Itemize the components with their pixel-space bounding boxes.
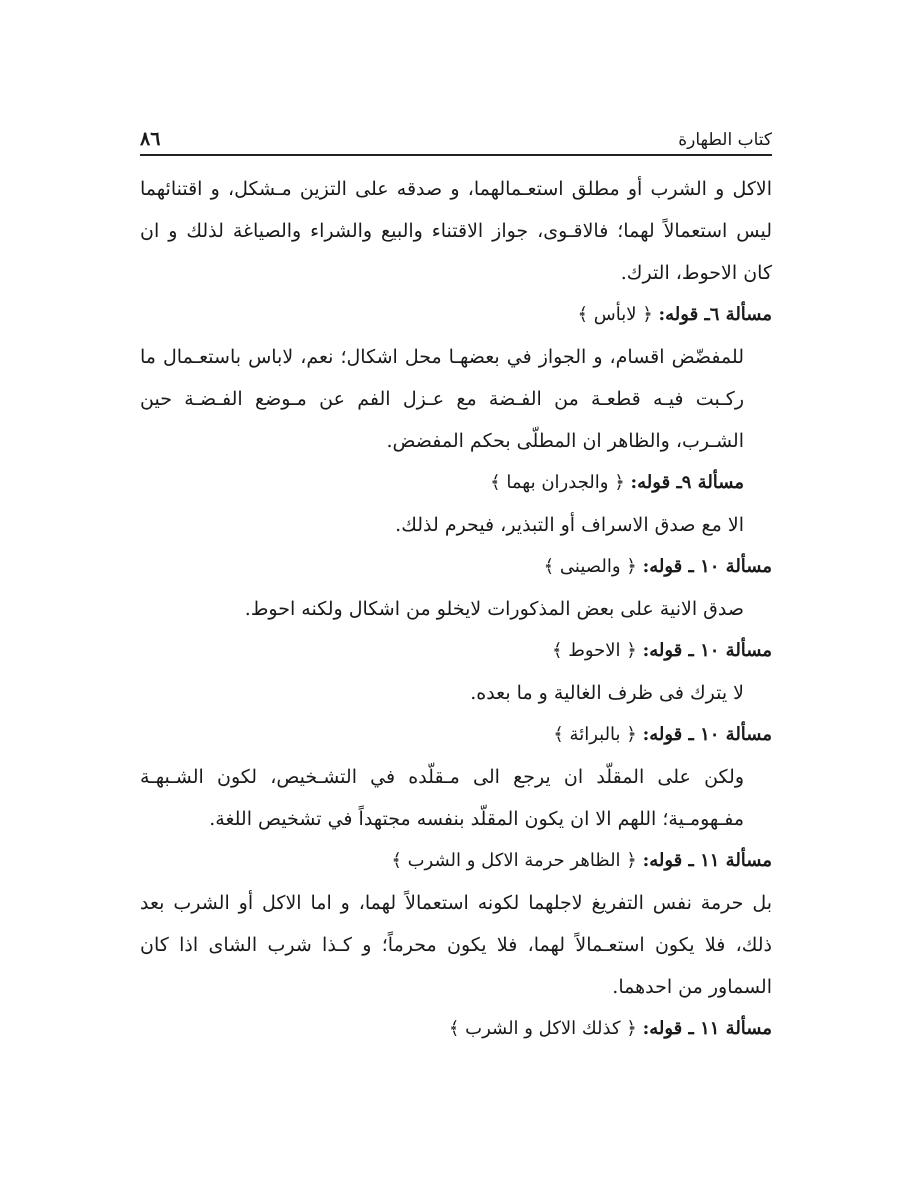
issue-quote: ﴿ كذلك الاكل و الشرب ﴾: [448, 1018, 637, 1039]
issue-quote: ﴿ والصينى ﴾: [543, 556, 637, 577]
issue-quote: ﴿ لابأس ﴾: [577, 304, 653, 325]
issue-label: مسألة ٦ـ قوله:: [658, 304, 772, 325]
page-number: ٨٦: [140, 128, 161, 150]
issue-heading-10b: [140, 630, 772, 672]
running-title: كتاب الطهارة: [678, 130, 772, 150]
issue-quote: ﴿ الاحوط ﴾: [551, 640, 637, 661]
page-body: [140, 168, 772, 1050]
issue-heading-6: [140, 294, 772, 336]
issue-quote: ﴿ الظاهر حرمة الاكل و الشرب ﴾: [391, 850, 637, 871]
issue-heading-11a: [140, 840, 772, 882]
paragraph-6: ولكن على المقلّد ان يرجع الى مـقلّده في التشـخيص، لكون الشـبهـة مفـهومـية؛ اللهم الا ان يكون المقلّد بنفسه مجتهداً في تشخيص اللغة.: [140, 766, 744, 830]
paragraph-1: الاكل و الشرب أو مطلق استعـمالهما، و صدقه على التزين مـشكل، و اقتنائهما ليس استعمالاً لهما؛ فالاقـوى، جواز الاقتناء والبيع والشراء والصياغة لذلك و ان كان الاحوط، الترك.: [140, 178, 772, 284]
paragraph-2: للمفضّض اقسام، و الجواز في بعضهـا محل اشكال؛ نعم، لاباس باستعـمال ما ركـبت فيـه قطعـة من الفـضة مع عـزل الفم عن مـوضع الفـضـة حين الشـرب، والظاهر ان المطلّى بحكم المفضض.: [140, 346, 744, 452]
issue-label: مسألة ١١ ـ قوله:: [642, 850, 772, 871]
issue-label: مسألة ١٠ ـ قوله:: [642, 724, 772, 745]
issue-quote: ﴿ والجدران بهما ﴾: [490, 472, 625, 493]
paragraph-3: الا مع صدق الاسراف أو التبذير، فيحرم لذلك.: [395, 514, 744, 536]
paragraph-4: صدق الانية على بعض المذكورات لايخلو من اشكال ولكنه احوط.: [244, 598, 744, 620]
issue-quote: ﴿ بالبرائة ﴾: [553, 724, 637, 745]
issue-heading-9: [140, 462, 772, 504]
paragraph-5: لا يترك فى ظرف الغالية و ما بعده.: [470, 682, 744, 704]
issue-heading-10c: [140, 714, 772, 756]
issue-label: مسألة ١٠ ـ قوله:: [642, 556, 772, 577]
issue-label: مسألة ١١ ـ قوله:: [642, 1018, 772, 1039]
issue-heading-10a: [140, 546, 772, 588]
page-header: [140, 118, 772, 156]
issue-label: مسألة ٩ـ قوله:: [630, 472, 744, 493]
issue-heading-11b: [140, 1008, 772, 1050]
issue-label: مسألة ١٠ ـ قوله:: [642, 640, 772, 661]
paragraph-7: بل حرمة نفس التفريغ لاجلهما لكونه استعمالاً لهما، و اما الاكل أو الشرب بعد ذلك، فلا يكون استعـمالاً لهما، فلا يكون محرماً؛ و كـذا شرب الشاى اذا كان السماور من احدهما.: [140, 892, 772, 998]
